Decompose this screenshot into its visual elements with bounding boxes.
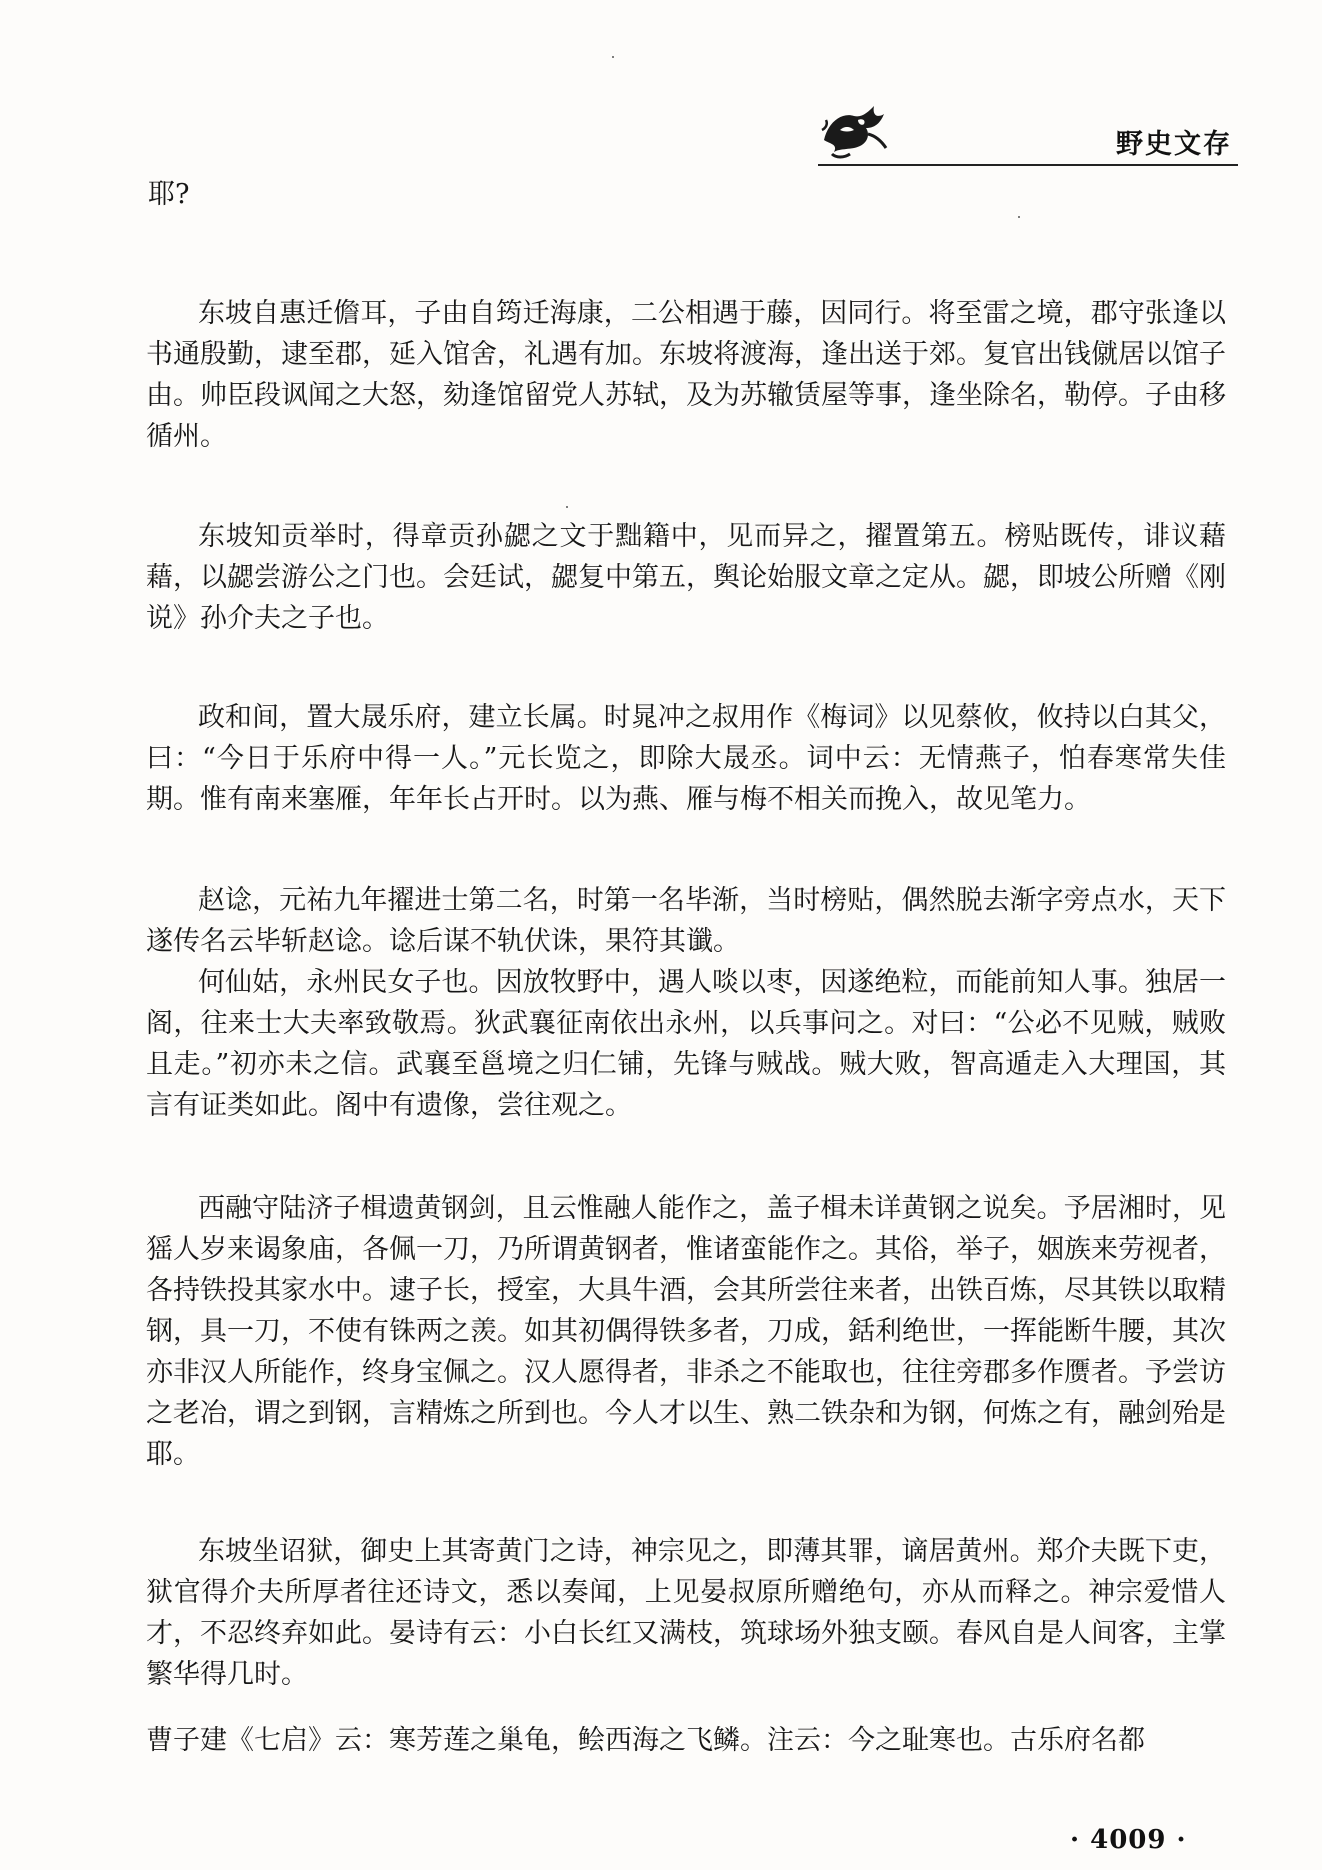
paragraph-6: 西融守陆济子楫遗黄钢剑，且云惟融人能作之，盖子楫未详黄钢之说矣。予居湘时，见猺人岁来谒象庙，各佩一刀，乃所谓黄钢者，惟诸蛮能作之。其俗，举子，姻族来劳视者，各持铁投其家水中。逮子长，授室，大具牛酒，会其所尝往来者，出铁百炼，尽其铁以取精钢，具一刀，不使有铢两之羡。如其初偶得铁多者，刀成，銛利绝世，一挥能断牛腰，其次亦非汉人所能作，终身宝佩之。汉人愿得者，非杀之不能取也，往往旁郡多作赝者。予尝访之老冶，谓之到钢，言精炼之所到也。今人才以生、熟二铁杂和为钢，何炼之有，融剑殆是耶。 [146,1193,1226,1470]
paragraph-5: 何仙姑，永州民女子也。因放牧野中，遇人啖以枣，因遂绝粒，而能前知人事。独居一阁，往来士大夫率致敬焉。狄武襄征南依出永州，以兵事问之。对曰：“公必不见贼，贼败且走。”初亦未之信。武襄至邕境之归仁铺，先锋与贼战。贼大败，智高遁走入大理国，其言有证类如此。阁中有遗像，尝往观之。 [146,967,1226,1121]
scan-speck [1018,216,1020,218]
paragraph-1: 东坡自惠迁儋耳，子由自筠迁海康，二公相遇于藤，因同行。将至雷之境，郡守张逢以书通殷勤，逮至郡，延入馆舍，礼遇有加。东坡将渡海，逢出送于郊。复官出钱僦居以馆子由。帅臣段讽闻之大怒，劾逢馆留党人苏轼，及为苏辙赁屋等事，逢坐除名，勒停。子由移循州。 [146,298,1226,452]
continued-text-fragment: 耶? [148,179,190,210]
paragraph-3: 政和间，置大晟乐府，建立长属。时晁冲之叔用作《梅词》以见蔡攸，攸持以白其父，曰：“今日于乐府中得一人。”元长览之，即除大晟丞。词中云：无情燕子，怕春寒常失佳期。惟有南来塞雁，年年长占开时。以为燕、雁与梅不相关而挽入，故见笔力。 [146,702,1226,815]
header-rule [818,164,1238,166]
paragraph-2: 东坡知贡举时，得章贡孙勰之文于黜籍中，见而异之，擢置第五。榜贴既传，诽议藉藉，以勰尝游公之门也。会廷试，勰复中第五，舆论始服文章之定从。勰，即坡公所赠《刚说》孙介夫之子也。 [146,521,1226,634]
paragraph-4: 赵谂，元祐九年擢进士第二名，时第一名毕渐，当时榜贴，偶然脱去渐字旁点水，天下遂传名云毕斩赵谂。谂后谋不轨伏诛，果符其谶。 [146,885,1226,957]
header-title: 野史文存 [1116,129,1232,160]
running-header [818,100,1238,172]
paragraph-8: 曹子建《七启》云：寒芳莲之巢龟，鲙西海之飞鳞。注云：今之耻寒也。古乐府名都 [146,1725,1145,1756]
scan-speck [612,56,614,58]
scan-speck [566,506,568,508]
paragraph-7: 东坡坐诏狱，御史上其寄黄门之诗，神宗见之，即薄其罪，谪居黄州。郑介夫既下吏，狱官得介夫所厚者往还诗文，悉以奏闻，上见晏叔原所赠绝句，亦从而释之。神宗爱惜人才，不忍终弃如此。晏诗有云：小白长红又满枝，筑球场外独支颐。春风自是人间客，主掌繁华得几时。 [146,1536,1226,1690]
dragon-emblem-icon [818,100,890,164]
page-number: · 4009 · [1070,1825,1187,1855]
